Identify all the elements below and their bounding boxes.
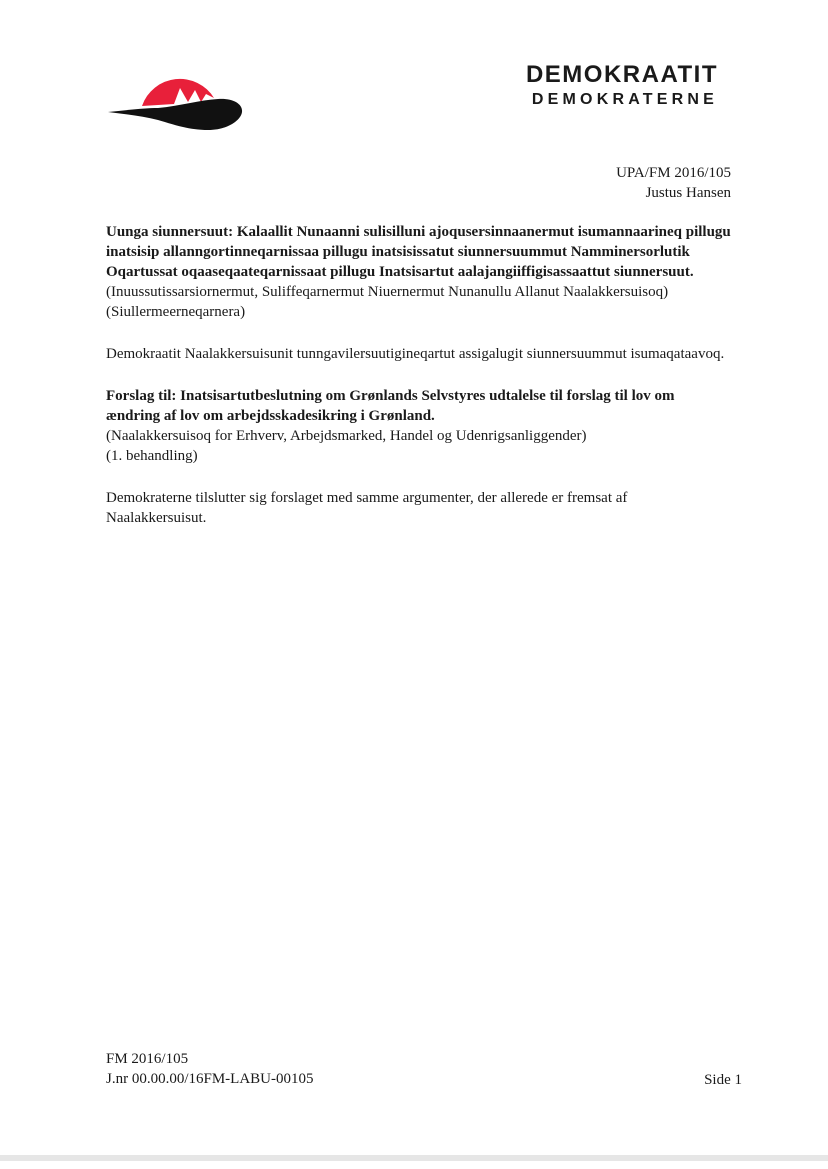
logo-wave xyxy=(108,99,242,130)
brand-name-danish: DEMOKRATERNE xyxy=(531,91,718,108)
section2-ministry: (Naalakkersuisoq for Erhverv, Arbejdsmarked, Handel og Udenrigsanliggender) xyxy=(106,428,587,444)
footer-journal-number: J.nr 00.00.00/16FM-LABU-00105 xyxy=(106,1071,314,1087)
section2-statement: Demokraterne tilslutter sig forslaget med samme argumenter, der allerede er fremsat af Naalakkersuisut. xyxy=(106,490,628,526)
section1-ministry: (Inuussutissarsiornermut, Suliffeqarnermut Niuernermut Nunanullu Allanut Naalakkersuisoq) xyxy=(106,284,669,300)
reference-code: UPA/FM 2016/105 xyxy=(616,165,731,181)
page-number: Side 1 xyxy=(704,1072,742,1088)
footer-reference xyxy=(106,1049,314,1089)
section1-reading: (Siullermeerneqarnera) xyxy=(106,304,246,320)
reference-author: Justus Hansen xyxy=(645,185,731,201)
democrats-logo xyxy=(108,52,243,134)
brand-name-greenlandic: DEMOKRAATIT xyxy=(525,61,718,88)
brand-block xyxy=(526,62,718,110)
section2-title: Forslag til: Inatsisartutbeslutning om Grønlands Selvstyres udtalelse til forslag til lov om ændring af lov om arbejdsskadesikring i Grønland. xyxy=(106,388,675,424)
section1-statement: Demokraatit Naalakkersuisunit tunngavilersuutigineqartut assigalugit siunnersuummut isumaqataavoq. xyxy=(106,346,725,362)
reference-block xyxy=(616,163,731,203)
document-body xyxy=(106,222,731,528)
section1-title: Uunga siunnersuut: Kalaallit Nunaanni sulisilluni ajoqusersinnaanermut isumannaarineq pillugu inatsisip allanngortinneqarnissaa pillugu inatsisissatut siunnersuummut Namminersorlutik Oqartussat oqaaseqaateqarnissaat pillugu Inatsisartut aalajangiiffigisassaattut siunnersuut. xyxy=(106,224,731,280)
footer-doc-ref: FM 2016/105 xyxy=(106,1051,189,1067)
scan-edge xyxy=(0,1155,828,1161)
section2-reading: (1. behandling) xyxy=(106,448,198,464)
